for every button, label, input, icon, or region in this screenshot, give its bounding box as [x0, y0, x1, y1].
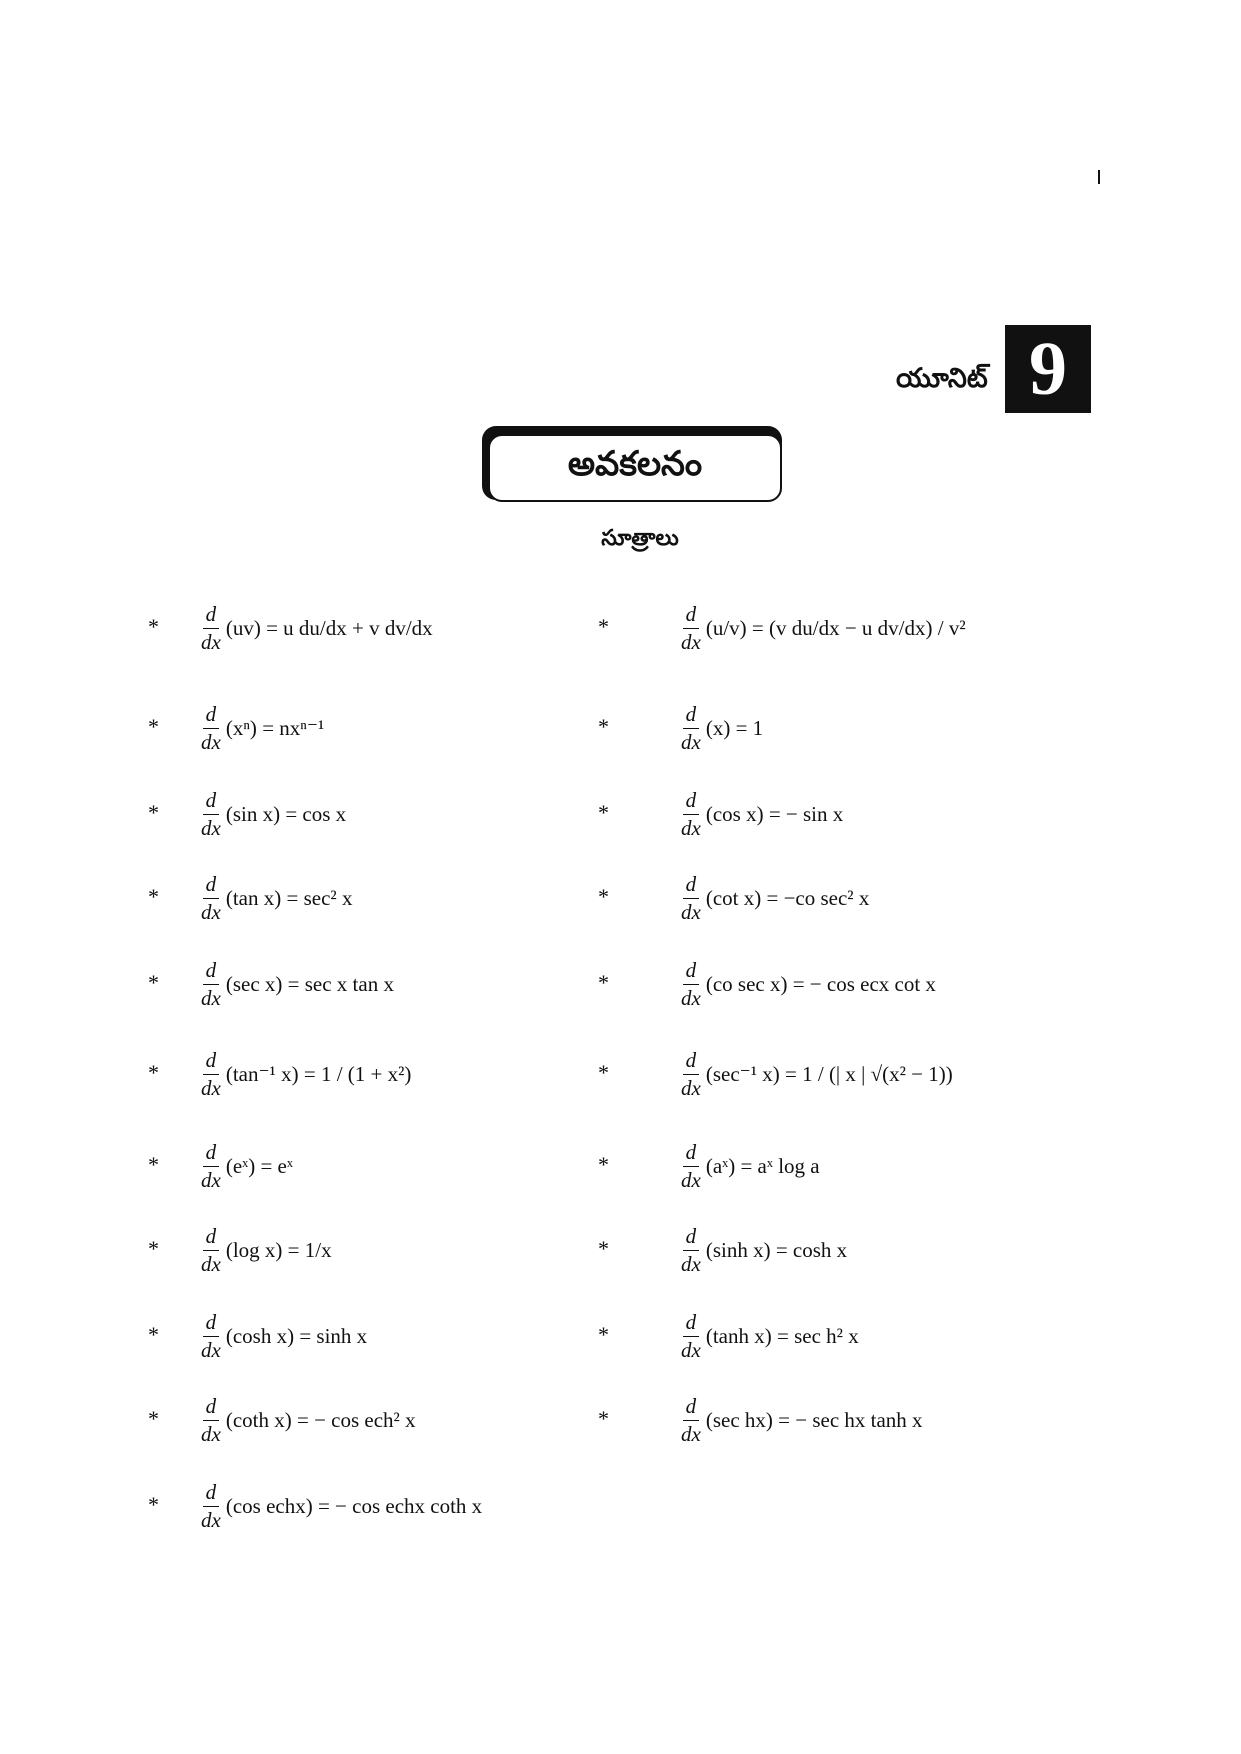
formula-tanh: $\frac{d}{dx}$ (tanh x) = sec h² x	[676, 1308, 859, 1364]
formula-cosh: $\frac{d}{dx}$ (cosh x) = sinh x	[196, 1308, 367, 1364]
formula-exp: $\frac{d}{dx}$ (eˣ) = eˣ	[196, 1138, 293, 1194]
formula-sech: $\frac{d}{dx}$ (sec hx) = − sec hx tanh x	[676, 1392, 923, 1448]
derivative-operator: $\frac{d}{dx}$	[681, 1310, 701, 1362]
derivative-operator: $\frac{d}{dx}$	[681, 1048, 701, 1100]
derivative-operator: $\frac{d}{dx}$	[201, 958, 221, 1010]
derivative-operator: $\frac{d}{dx}$	[201, 602, 221, 654]
page-margin-mark	[1098, 170, 1100, 184]
formula-sec: $\frac{d}{dx}$ (sec x) = sec x tan x	[196, 956, 394, 1012]
derivative-operator: $\frac{d}{dx}$	[201, 702, 221, 754]
formula-tan: $\frac{d}{dx}$ (tan x) = sec² x	[196, 870, 352, 926]
formula-cosec: $\frac{d}{dx}$ (co sec x) = − cos ecx cot x	[676, 956, 936, 1012]
derivative-operator: $\frac{d}{dx}$	[681, 788, 701, 840]
derivative-operator: $\frac{d}{dx}$	[201, 1310, 221, 1362]
formula-coth: $\frac{d}{dx}$ (coth x) = − cos ech² x	[196, 1392, 416, 1448]
derivative-operator: $\frac{d}{dx}$	[201, 1140, 221, 1192]
derivative-operator: $\frac{d}{dx}$	[681, 602, 701, 654]
formula-sin: $\frac{d}{dx}$ (sin x) = cos x	[196, 786, 346, 842]
unit-label: యూనిట్	[896, 363, 988, 394]
derivative-operator: $\frac{d}{dx}$	[201, 1048, 221, 1100]
bullet: *	[598, 1060, 609, 1085]
formula-identity: $\frac{d}{dx}$ (x) = 1	[676, 700, 763, 756]
derivative-operator: $\frac{d}{dx}$	[681, 1140, 701, 1192]
formula-quotient-rule: $\frac{d}{dx}$ (u/v) = (v du/dx − u dv/dx) / v²	[676, 600, 966, 656]
section-title: సూత్రాలు	[601, 526, 679, 551]
derivative-operator: $\frac{d}{dx}$	[201, 1394, 221, 1446]
bullet: *	[148, 614, 159, 639]
bullet: *	[148, 1492, 159, 1517]
bullet: *	[148, 884, 159, 909]
formula-arcsec: $\frac{d}{dx}$ (sec⁻¹ x) = 1 / (| x | √(x² − 1))	[676, 1046, 953, 1102]
bullet: *	[598, 1236, 609, 1261]
derivative-operator: $\frac{d}{dx}$	[681, 1224, 701, 1276]
formula-cosech: $\frac{d}{dx}$ (cos echx) = − cos echx coth x	[196, 1478, 482, 1534]
formula-cos: $\frac{d}{dx}$ (cos x) = − sin x	[676, 786, 843, 842]
derivative-operator: $\frac{d}{dx}$	[681, 958, 701, 1010]
bullet: *	[598, 714, 609, 739]
formula-power-rule: $\frac{d}{dx}$ (xⁿ) = nxⁿ⁻¹	[196, 700, 324, 756]
formula-sinh: $\frac{d}{dx}$ (sinh x) = cosh x	[676, 1222, 847, 1278]
bullet: *	[148, 1406, 159, 1431]
bullet: *	[148, 714, 159, 739]
formula-log: $\frac{d}{dx}$ (log x) = 1/x	[196, 1222, 332, 1278]
bullet: *	[148, 800, 159, 825]
derivative-operator: $\frac{d}{dx}$	[681, 702, 701, 754]
derivative-operator: $\frac{d}{dx}$	[201, 872, 221, 924]
chapter-title: అవకలనం	[488, 434, 782, 502]
bullet: *	[598, 614, 609, 639]
derivative-operator: $\frac{d}{dx}$	[201, 1480, 221, 1532]
bullet: *	[148, 1152, 159, 1177]
formula-cot: $\frac{d}{dx}$ (cot x) = −co sec² x	[676, 870, 869, 926]
bullet: *	[598, 800, 609, 825]
bullet: *	[598, 1406, 609, 1431]
formula-general-exp: $\frac{d}{dx}$ (aˣ) = aˣ log a	[676, 1138, 820, 1194]
bullet: *	[598, 1322, 609, 1347]
bullet: *	[148, 1060, 159, 1085]
derivative-operator: $\frac{d}{dx}$	[681, 1394, 701, 1446]
bullet: *	[598, 1152, 609, 1177]
bullet: *	[148, 1236, 159, 1261]
bullet: *	[148, 970, 159, 995]
bullet: *	[148, 1322, 159, 1347]
derivative-operator: $\frac{d}{dx}$	[201, 788, 221, 840]
bullet: *	[598, 884, 609, 909]
derivative-operator: $\frac{d}{dx}$	[681, 872, 701, 924]
unit-number-badge: 9	[1005, 325, 1091, 413]
formula-product-rule: $\frac{d}{dx}$ (uv) = u du/dx + v dv/dx	[196, 600, 433, 656]
formula-arctan: $\frac{d}{dx}$ (tan⁻¹ x) = 1 / (1 + x²)	[196, 1046, 411, 1102]
bullet: *	[598, 970, 609, 995]
derivative-operator: $\frac{d}{dx}$	[201, 1224, 221, 1276]
